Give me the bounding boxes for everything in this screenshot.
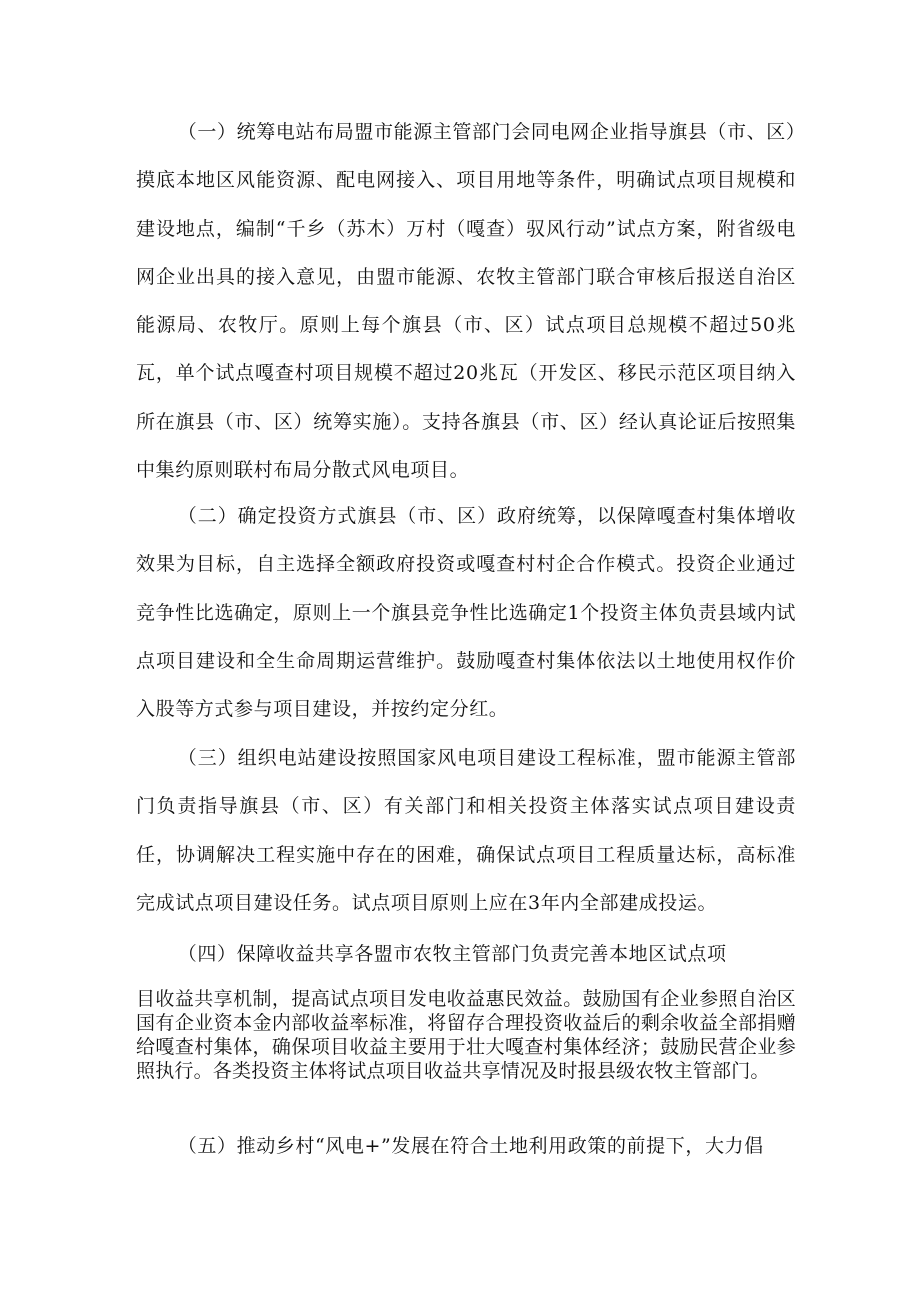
paragraph-4-heading-line: （四）保障收益共享各盟市农牧主管部门负责完善本地区试点项 (177, 943, 727, 965)
paragraph-3: （三）组织电站建设按照国家风电项目建设工程标准，盟市能源主管部门负责指导旗县（市、区）有关部门和相关投资主体落实试点项目建设责任，协调解决工程实施中存在的困难，确保试点项目工程质量达标，高标准完成试点项目建设任务。试点项目原则上应在3年内全部建成投运。 (136, 747, 796, 914)
paragraph-5: （五）推动乡村“风电+”发展在符合土地利用政策的前提下，大力倡 (177, 1135, 764, 1157)
paragraph-4-body: 目收益共享机制，提高试点项目发电收益惠民效益。鼓励国有企业参照自治区国有企业资本金内部收益率标准，将留存合理投资收益后的剩余收益全部捐赠给嘎查村集体，确保项目收益主要用于壮大嘎查村集体经济；鼓励民营企业参照执行。各类投资主体将试点项目收益共享情况及时报县级农牧主管部门。 (136, 988, 796, 1082)
paragraph-2: （二）确定投资方式旗县（市、区）政府统筹，以保障嘎查村集体增收效果为目标，自主选择全额政府投资或嘎查村村企合作模式。投资企业通过竞争性比选确定，原则上一个旗县竞争性比选确定1个投资主体负责县域内试点项目建设和全生命周期运营维护。鼓励嘎查村集体依法以土地使用权作价入股等方式参与项目建设，并按约定分红。 (136, 505, 796, 721)
paragraph-1: （一）统筹电站布局盟市能源主管部门会同电网企业指导旗县（市、区）摸底本地区风能资源、配电网接入、项目用地等条件，明确试点项目规模和建设地点，编制“千乡（苏木）万村（嘎查）驭风行动”试点方案，附省级电网企业出具的接入意见，由盟市能源、农牧主管部门联合审核后报送自治区能源局、农牧厅。原则上每个旗县（市、区）试点项目总规模不超过50兆瓦，单个试点嘎查村项目规模不超过20兆瓦（开发区、移民示范区项目纳入所在旗县（市、区）统筹实施）。支持各旗县（市、区）经认真论证后按照集中集约原则联村布局分散式风电项目。 (136, 121, 796, 482)
